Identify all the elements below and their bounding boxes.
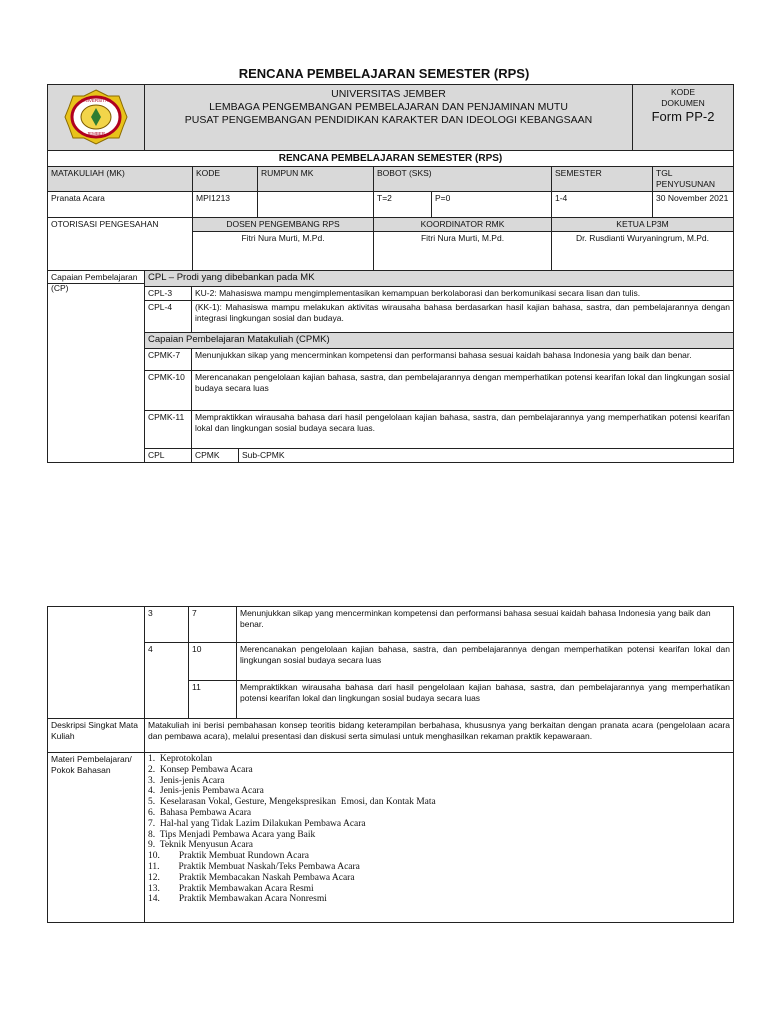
materi-item: 12. Praktik Membacakan Naskah Pembawa Acara <box>148 872 355 883</box>
deskripsi-text: Matakuliah ini berisi pembahasan konsep teoritis bidang keterampilan berbahasa, khususnya yang berkaitan dengan pranata acara (pengelolaan acara dan pembawa acara), melalui presentasi dan diskusi serta simulasi untuk menghasilkan rekaman praktik kepawaraan. <box>145 719 734 753</box>
logo-text-bottom: JEMBER <box>86 131 106 136</box>
cpmk-keyword: Mempraktikkan <box>195 412 253 422</box>
cpl-keyword: (KK-1): <box>195 302 222 312</box>
row-sub-cpmk <box>237 681 734 719</box>
logo-cell <box>48 85 145 151</box>
rumpun-value <box>258 192 374 218</box>
materi-item: 10. Praktik Membuat Rundown Acara <box>148 851 309 862</box>
sub-cpmk-text: sikap yang mencerminkan kompetensi dan performansi bahasa sesuai kaidah bahasa Indonesia yang baik dan benar. <box>240 608 711 629</box>
kode-dokumen-cell <box>633 85 734 151</box>
koordinator-label: KOORDINATOR RMK <box>374 218 552 232</box>
col-sub-cpmk-header: Sub-CPMK <box>239 449 734 463</box>
course-name: Pranata Acara <box>48 192 193 218</box>
row-cpl: 4 <box>145 643 189 719</box>
materi-item: 7. Hal-hal yang Tidak Lazim Dilakukan Pembawa Acara <box>148 818 366 829</box>
center-name: PUSAT PENGEMBANGAN PENDIDIKAN KARAKTER DAN IDEOLOGI KEBANGSAAN <box>184 114 593 126</box>
deskripsi-label: Deskripsi Singkat Mata Kuliah <box>48 719 145 753</box>
cp-label: Capaian Pembelajaran (CP) <box>48 271 145 463</box>
cpmk-keyword: Menunjukkan <box>195 350 246 360</box>
materi-item: 4. Jenis-jenis Pembawa Acara <box>148 786 264 797</box>
koordinator-name: Fitri Nura Murti, M.Pd. <box>374 232 552 284</box>
cpmk-text: wirausaha bahasa dari hasil pengelolaan kajian bahasa, sastra, dan pembelajarannya yang memperhatikan potensi kearifan lokal dan lingkungan sosial budaya secara luas. <box>195 412 731 433</box>
bobot-label: BOBOT (SKS) <box>374 167 552 192</box>
sks-p: P=0 <box>432 192 552 218</box>
col-cpl-header: CPL <box>145 449 192 463</box>
row-sub-cpmk <box>237 607 734 643</box>
sks-t: T=2 <box>374 192 432 218</box>
sub-cpmk-keyword: Mempraktikkan <box>240 682 298 692</box>
cpmk-desc <box>192 371 734 411</box>
materi-item: 13. Praktik Membawakan Acara Resmi <box>148 883 314 894</box>
cpmk-desc <box>192 411 734 449</box>
logo-text-top: UNIVERSITAS <box>81 98 111 103</box>
cpl-heading: CPL – Prodi yang dibebankan pada MK <box>145 271 734 287</box>
cpl-code: CPL-4 <box>145 301 192 333</box>
sub-cpmk-keyword: Menunjukkan <box>240 608 291 618</box>
materi-item: 8. Tips Menjadi Pembawa Acara yang Baik <box>148 829 316 840</box>
form-code: Form PP-2 <box>651 109 715 124</box>
ketua-label: KETUA LP3M <box>552 218 734 232</box>
dosen-name: Fitri Nura Murti, M.Pd. <box>193 232 374 284</box>
course-code: MPI1213 <box>193 192 258 218</box>
date-value: 30 November 2021 <box>653 192 734 218</box>
institution-cell <box>145 85 633 151</box>
rps-subtitle: RENCANA PEMBELAJARAN SEMESTER (RPS) <box>48 151 734 167</box>
semester-value: 1-4 <box>552 192 653 218</box>
cpl-text: Mahasiswa mampu mengimplementasikan kemampuan berkolaborasi dan berkomunikasi secara lisan dan tulis. <box>216 288 641 298</box>
materi-list <box>145 753 734 923</box>
cpl-keyword: KU-2: <box>195 288 217 298</box>
mk-label: MATAKULIAH (MK) <box>48 167 193 192</box>
materi-item: 6. Bahasa Pembawa Acara <box>148 807 252 818</box>
dosen-label: DOSEN PENGEMBANG RPS <box>193 218 374 232</box>
rps-header-table <box>47 84 734 284</box>
row-cpmk: 7 <box>189 607 237 643</box>
cpl-desc <box>192 287 734 301</box>
blank-left-cell <box>48 607 145 719</box>
dokumen-label: DOKUMEN <box>661 98 705 108</box>
materi-item: 11. Praktik Membuat Naskah/Teks Pembawa Acara <box>148 861 360 872</box>
cpmk-code: CPMK-11 <box>145 411 192 449</box>
cpmk-code: CPMK-7 <box>145 349 192 371</box>
materi-item: 14. Praktik Membawakan Acara Nonresmi <box>148 894 327 905</box>
materi-item: 2. Konsep Pembawa Acara <box>148 764 253 775</box>
sub-cpmk-text: wirausaha bahasa dari hasil pengelolaan kajian bahasa, sastra, dan pembelajarannya yang memperhatikan potensi kearifan lokal dan lingkungan sosial budaya secara luas <box>240 682 730 703</box>
semester-label: SEMESTER <box>552 167 653 192</box>
cpl-text: Mahasiswa mampu melakukan aktivitas wirausaha bahasa berdasarkan hasil kajian bahasa, sastra, dan pembelajarannya dengan integrasi lingkungan sosial dan budaya. <box>195 302 731 323</box>
row-cpl: 3 <box>145 607 189 643</box>
university-logo <box>63 88 129 146</box>
cpmk-heading: Capaian Pembelajaran Matakuliah (CPMK) <box>145 333 734 349</box>
cpmk-desc <box>192 349 734 371</box>
rumpun-label: RUMPUN MK <box>258 167 374 192</box>
col-cpmk-header: CPMK <box>192 449 239 463</box>
sub-cpmk-table <box>47 606 734 923</box>
cpl-code: CPL-3 <box>145 287 192 301</box>
kode-label: KODE <box>670 87 696 97</box>
row-cpmk: 11 <box>189 681 237 719</box>
university-name: UNIVERSITAS JEMBER <box>331 88 446 100</box>
materi-item: 3. Jenis-jenis Acara <box>148 775 225 786</box>
tgl-label: TGL PENYUSUNAN <box>653 167 734 192</box>
materi-label: Materi Pembelajaran/ Pokok Bahasan <box>48 753 145 923</box>
kode-col-label: KODE <box>193 167 258 192</box>
capaian-table <box>47 270 734 463</box>
cpmk-code: CPMK-10 <box>145 371 192 411</box>
materi-item: 5. Keselarasan Vokal, Gesture, Mengekspresikan Emosi, dan Kontak Mata <box>148 797 436 808</box>
row-sub-cpmk <box>237 643 734 681</box>
ketua-name: Dr. Rusdianti Wuryaningrum, M.Pd. <box>552 232 734 284</box>
cpmk-text: pengelolaan kajian bahasa, sastra, dan pembelajarannya dengan memperhatikan potensi kearifan lokal dan lingkungan sosial budaya secara luas <box>195 372 731 393</box>
cpmk-keyword: Merencanakan <box>195 372 252 382</box>
cpmk-text: sikap yang mencerminkan kompetensi dan performansi bahasa sesuai kaidah bahasa Indonesia yang baik dan benar. <box>245 350 692 360</box>
otorisasi-label: OTORISASI PENGESAHAN <box>48 218 193 284</box>
sub-cpmk-keyword: Merencanakan <box>240 644 297 654</box>
sub-cpmk-text: pengelolaan kajian bahasa, sastra, dan pembelajarannya dengan memperhatikan potensi kearifan lokal dan lingkungan sosial budaya secara luas <box>240 644 730 665</box>
document-title: RENCANA PEMBELAJARAN SEMESTER (RPS) <box>238 66 530 81</box>
row-cpmk: 10 <box>189 643 237 681</box>
cpl-desc <box>192 301 734 333</box>
institute-name: LEMBAGA PENGEMBANGAN PEMBELAJARAN DAN PENJAMINAN MUTU <box>209 101 568 113</box>
materi-item: 1. Keprotokolan <box>148 754 213 764</box>
materi-item: 9. Teknik Menyusun Acara <box>148 840 253 851</box>
